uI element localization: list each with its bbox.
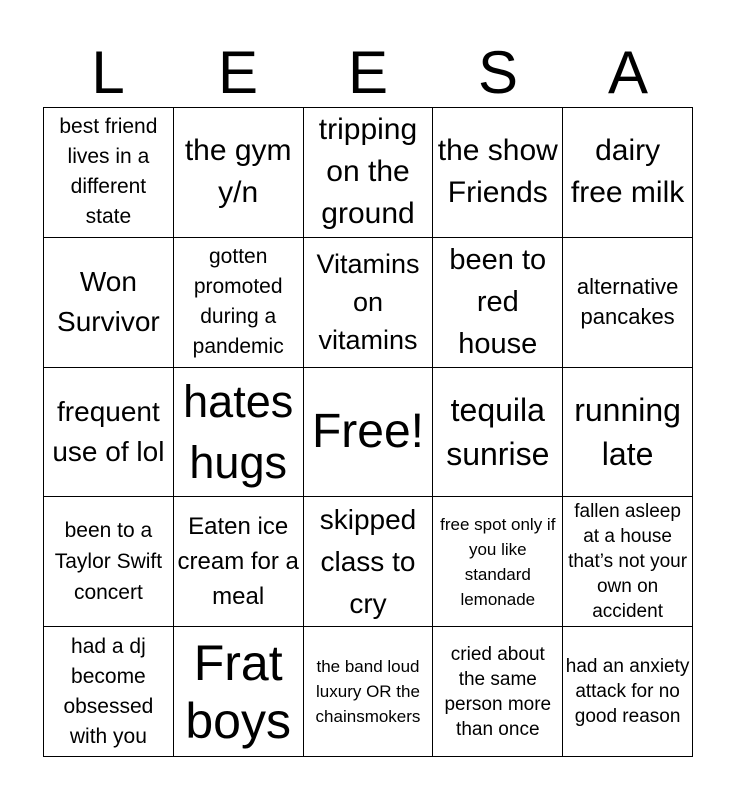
bingo-square-r3c4[interactable] xyxy=(433,368,563,498)
square-text: hates hugs xyxy=(183,375,294,488)
square-text: had an anxiety attack for no good reason xyxy=(565,656,690,728)
square-text: Won Survivor xyxy=(57,266,160,338)
bingo-square-r5c2[interactable] xyxy=(174,627,304,757)
bingo-square-r4c4[interactable] xyxy=(433,497,563,627)
free-space[interactable] xyxy=(304,368,434,498)
bingo-square-r1c4[interactable] xyxy=(433,108,563,238)
bingo-square-r1c3[interactable] xyxy=(304,108,434,238)
bingo-square-r2c2[interactable] xyxy=(174,238,304,368)
square-text: the gym y/n xyxy=(184,134,292,210)
square-text: skipped class to cry xyxy=(319,503,417,619)
bingo-square-r3c5[interactable] xyxy=(563,368,693,498)
square-text: been to red house xyxy=(449,244,547,361)
square-text: Vitamins on vitamins xyxy=(316,249,420,356)
header-letter-a: A xyxy=(607,39,649,106)
bingo-square-r2c3[interactable] xyxy=(304,238,434,368)
square-text: Eaten ice cream for a meal xyxy=(177,513,299,611)
square-text: been to a Taylor Swift concert xyxy=(54,519,163,605)
header-letter-l: L xyxy=(91,39,125,106)
bingo-card xyxy=(43,107,693,757)
square-text: the band loud luxury OR the chainsmokers xyxy=(315,657,421,727)
bingo-square-r2c1[interactable] xyxy=(44,238,174,368)
bingo-square-r1c5[interactable] xyxy=(563,108,693,238)
square-text: the show Friends xyxy=(437,134,558,210)
header-letter-s: S xyxy=(477,39,519,106)
bingo-square-r5c3[interactable] xyxy=(304,627,434,757)
bingo-header xyxy=(43,40,693,106)
square-text: alternative pancakes xyxy=(576,274,679,330)
square-text: cried about the same person more than once xyxy=(444,643,552,740)
bingo-square-r4c5[interactable] xyxy=(563,497,693,627)
bingo-square-r5c4[interactable] xyxy=(433,627,563,757)
square-text: free spot only if you like standard lemonade xyxy=(440,514,556,609)
bingo-square-r2c5[interactable] xyxy=(563,238,693,368)
square-text: fallen asleep at a house that’s not your own on accident xyxy=(568,501,688,623)
bingo-square-r5c5[interactable] xyxy=(563,627,693,757)
square-text: tequila sunrise xyxy=(446,391,550,472)
bingo-square-r1c1[interactable] xyxy=(44,108,174,238)
square-text: tripping on the ground xyxy=(318,113,418,231)
bingo-square-r3c2[interactable] xyxy=(174,368,304,498)
square-text: Free! xyxy=(311,405,424,459)
bingo-square-r4c3[interactable] xyxy=(304,497,434,627)
header-letter-e1: E xyxy=(217,39,259,106)
bingo-square-r4c1[interactable] xyxy=(44,497,174,627)
bingo-square-r3c1[interactable] xyxy=(44,368,174,498)
square-text: Frat boys xyxy=(185,634,291,749)
bingo-square-r2c4[interactable] xyxy=(433,238,563,368)
square-text: best friend lives in a different state xyxy=(59,115,158,229)
header-letter-e2: E xyxy=(347,39,389,106)
square-text: gotten promoted during a pandemic xyxy=(192,245,284,359)
square-text: frequent use of lol xyxy=(52,395,165,467)
square-text: running late xyxy=(574,391,681,472)
square-text: dairy free milk xyxy=(570,134,685,210)
bingo-square-r1c2[interactable] xyxy=(174,108,304,238)
square-text: had a dj become obsessed with you xyxy=(63,634,154,748)
bingo-square-r4c2[interactable] xyxy=(174,497,304,627)
bingo-square-r5c1[interactable] xyxy=(44,627,174,757)
